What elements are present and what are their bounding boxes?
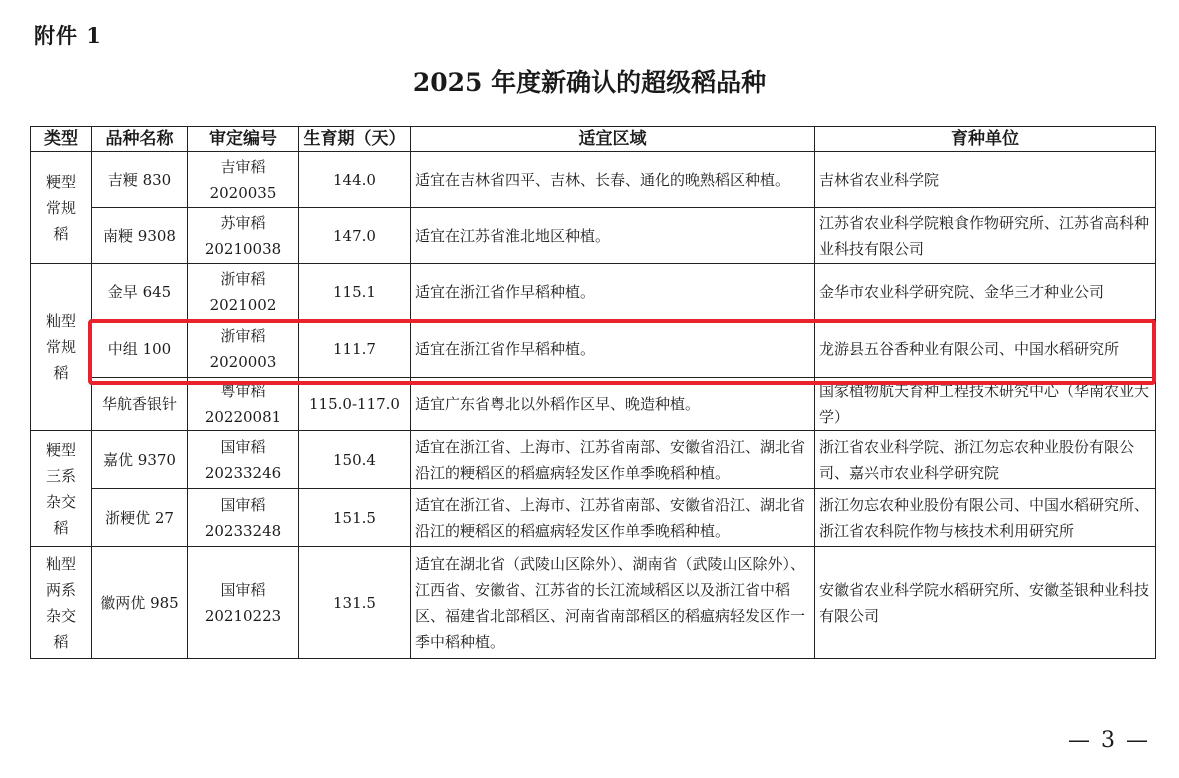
table-row	[31, 431, 1156, 489]
type-cell: 籼型 常规 稻	[31, 264, 92, 431]
suitable-region: 适宜在浙江省作早稻种植。	[411, 264, 815, 320]
growth-period: 111.7	[299, 320, 411, 378]
breeder: 浙江勿忘农种业股份有限公司、中国水稻研究所、浙江省农科院作物与核技术利用研究所	[815, 489, 1156, 547]
suitable-region: 适宜在浙江省、上海市、江苏省南部、安徽省沿江、湖北省沿江的粳稻区的稻瘟病轻发区作单季晚稻种植。	[411, 431, 815, 489]
breeder: 吉林省农业科学院	[815, 152, 1156, 208]
breeder: 龙游县五谷香种业有限公司、中国水稻研究所	[815, 320, 1156, 378]
header-variety-name: 品种名称	[92, 127, 188, 152]
growth-period: 144.0	[299, 152, 411, 208]
approval-code: 国审稻 20233246	[188, 431, 299, 489]
approval-code: 粤审稻 20220081	[188, 378, 299, 431]
growth-period: 150.4	[299, 431, 411, 489]
attachment-label: 附件 1	[34, 23, 102, 48]
type-cell: 粳型 常规 稻	[31, 152, 92, 264]
suitable-region: 适宜在浙江省作早稻种植。	[411, 320, 815, 378]
approval-code: 浙审稻 2021002	[188, 264, 299, 320]
breeder: 江苏省农业科学院粮食作物研究所、江苏省高科种业科技有限公司	[815, 208, 1156, 264]
suitable-region: 适宜在江苏省淮北地区种植。	[411, 208, 815, 264]
variety-name: 南粳 9308	[92, 208, 188, 264]
variety-name: 嘉优 9370	[92, 431, 188, 489]
variety-name: 吉粳 830	[92, 152, 188, 208]
breeder: 浙江省农业科学院、浙江勿忘农种业股份有限公司、嘉兴市农业科学研究院	[815, 431, 1156, 489]
super-rice-table	[30, 126, 1156, 659]
breeder: 国家植物航天育种工程技术研究中心（华南农业大学）	[815, 378, 1156, 431]
approval-code: 国审稻 20233248	[188, 489, 299, 547]
approval-code: 苏审稻 20210038	[188, 208, 299, 264]
growth-period: 115.0-117.0	[299, 378, 411, 431]
table-row	[31, 152, 1156, 208]
table-row	[31, 547, 1156, 659]
approval-code: 浙审稻 2020003	[188, 320, 299, 378]
variety-name: 徽两优 985	[92, 547, 188, 659]
header-approval-code: 审定编号	[188, 127, 299, 152]
growth-period: 151.5	[299, 489, 411, 547]
header-growth-period: 生育期（天）	[299, 127, 411, 152]
document-title: 2025 年度新确认的超级稻品种	[412, 68, 767, 97]
header-breeder: 育种单位	[815, 127, 1156, 152]
table-row	[31, 378, 1156, 431]
variety-name: 金早 645	[92, 264, 188, 320]
table-row	[31, 489, 1156, 547]
suitable-region: 适宜在浙江省、上海市、江苏省南部、安徽省沿江、湖北省沿江的粳稻区的稻瘟病轻发区作单季晚稻种植。	[411, 489, 815, 547]
growth-period: 131.5	[299, 547, 411, 659]
suitable-region: 适宜广东省粤北以外稻作区早、晚造种植。	[411, 378, 815, 431]
breeder: 金华市农业科学研究院、金华三才种业公司	[815, 264, 1156, 320]
type-cell: 粳型 三系 杂交 稻	[31, 431, 92, 547]
growth-period: 147.0	[299, 208, 411, 264]
table-row	[31, 208, 1156, 264]
table-header-row	[31, 127, 1156, 152]
approval-code: 国审稻 20210223	[188, 547, 299, 659]
variety-name: 中组 100	[92, 320, 188, 378]
suitable-region: 适宜在湖北省（武陵山区除外）、湖南省（武陵山区除外）、江西省、安徽省、江苏省的长江流域稻区以及浙江省中稻区、福建省北部稻区、河南省南部稻区的稻瘟病轻发区作一季中稻种植。	[411, 547, 815, 659]
variety-name: 浙粳优 27	[92, 489, 188, 547]
breeder: 安徽省农业科学院水稻研究所、安徽荃银种业科技有限公司	[815, 547, 1156, 659]
header-suitable-region: 适宜区域	[411, 127, 815, 152]
variety-name: 华航香银针	[92, 378, 188, 431]
page-number: — 3 —	[1068, 728, 1150, 753]
table-row	[31, 264, 1156, 320]
approval-code: 吉审稻 2020035	[188, 152, 299, 208]
suitable-region: 适宜在吉林省四平、吉林、长春、通化的晚熟稻区种植。	[411, 152, 815, 208]
type-cell: 籼型 两系 杂交 稻	[31, 547, 92, 659]
highlight-box	[88, 319, 1156, 385]
header-type: 类型	[31, 127, 92, 152]
growth-period: 115.1	[299, 264, 411, 320]
